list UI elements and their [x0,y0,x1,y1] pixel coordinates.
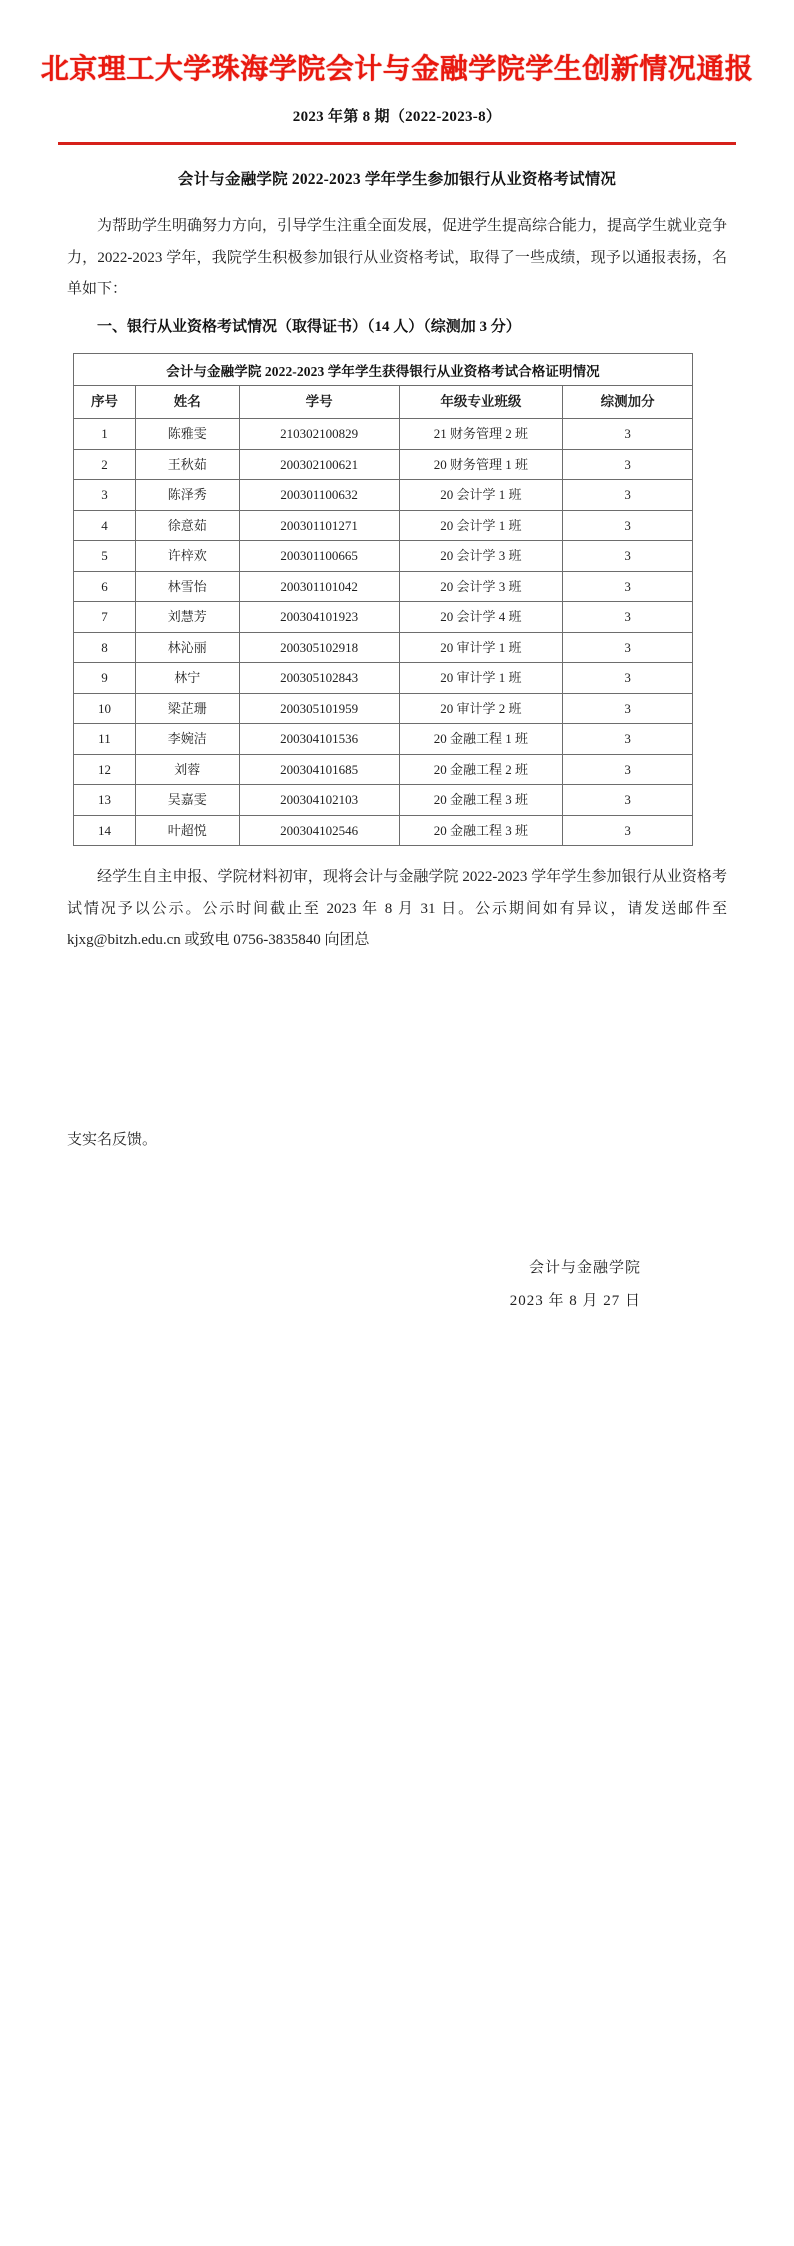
cell-student-id: 210302100829 [239,419,399,450]
cell-index: 12 [74,754,136,785]
cell-index: 1 [74,419,136,450]
section-heading: 会计与金融学院 2022-2023 学年学生参加银行从业资格考试情况 [177,171,617,188]
cell-points: 3 [563,785,693,816]
cell-name: 王秋茹 [135,449,239,480]
cell-points: 3 [563,754,693,785]
table-row [74,571,693,602]
cell-student-id: 200305102843 [239,663,399,694]
cell-name: 林沁丽 [135,632,239,663]
cell-student-id: 200304101536 [239,724,399,755]
cell-student-id: 200304102546 [239,815,399,846]
cell-class: 20 金融工程 3 班 [399,815,563,846]
cell-points: 3 [563,419,693,450]
column-header-index: 序号 [74,386,136,419]
cell-points: 3 [563,480,693,511]
cell-student-id: 200305101959 [239,693,399,724]
cell-name: 徐意茹 [135,510,239,541]
column-header-class: 年级专业班级 [399,386,563,419]
cell-index: 14 [74,815,136,846]
cell-name: 陈泽秀 [135,480,239,511]
cell-index: 13 [74,785,136,816]
column-header-sid: 学号 [239,386,399,419]
document-title: 北京理工大学珠海学院会计与金融学院学生创新情况通报 [40,54,754,85]
cell-points: 3 [563,541,693,572]
feedback-line: 支实名反馈。 [67,1131,158,1148]
table-row [74,541,693,572]
cell-class: 20 会计学 3 班 [399,541,563,572]
table-row [74,663,693,694]
signature-date: 2023 年 8 月 27 日 [509,1293,641,1310]
cell-class: 21 财务管理 2 班 [399,419,563,450]
cell-points: 3 [563,724,693,755]
cell-class: 20 审计学 1 班 [399,663,563,694]
cell-index: 6 [74,571,136,602]
table-header-row [74,386,693,419]
masthead [0,0,794,126]
issue-number: 2023 年第 8 期（2022-2023-8） [292,109,502,125]
column-header-name: 姓名 [135,386,239,419]
table-row [74,693,693,724]
blank-gap-large [67,957,727,1125]
cell-points: 3 [563,571,693,602]
cell-name: 李婉洁 [135,724,239,755]
table-row [74,510,693,541]
cell-points: 3 [563,602,693,633]
document-body [67,145,727,1318]
cell-name: 叶超悦 [135,815,239,846]
cell-index: 4 [74,510,136,541]
table-row [74,785,693,816]
cell-class: 20 会计学 1 班 [399,510,563,541]
cell-name: 刘慧芳 [135,602,239,633]
cell-student-id: 200302100621 [239,449,399,480]
cell-name: 吴嘉雯 [135,785,239,816]
table-row [74,815,693,846]
cell-name: 林宁 [135,663,239,694]
cell-points: 3 [563,632,693,663]
closing-section [67,846,727,1318]
cell-name: 陈雅雯 [135,419,239,450]
roster-table [73,353,693,846]
cell-name: 梁芷珊 [135,693,239,724]
cell-class: 20 会计学 4 班 [399,602,563,633]
cell-points: 3 [563,815,693,846]
table-row [74,724,693,755]
cell-index: 5 [74,541,136,572]
cell-points: 3 [563,663,693,694]
table-row [74,632,693,663]
cell-index: 10 [74,693,136,724]
column-header-points: 综测加分 [563,386,693,419]
table-row [74,754,693,785]
roster-table-body [74,419,693,846]
cell-index: 9 [74,663,136,694]
cell-class: 20 金融工程 2 班 [399,754,563,785]
cell-class: 20 财务管理 1 班 [399,449,563,480]
table-row [74,480,693,511]
cell-class: 20 会计学 3 班 [399,571,563,602]
cell-points: 3 [563,510,693,541]
cell-class: 20 金融工程 3 班 [399,785,563,816]
cell-index: 2 [74,449,136,480]
roster-table-wrapper [73,353,693,846]
cell-class: 20 会计学 1 班 [399,480,563,511]
cell-class: 20 金融工程 1 班 [399,724,563,755]
cell-name: 许梓欢 [135,541,239,572]
blank-gap-medium [67,1156,727,1252]
cell-student-id: 200301100632 [239,480,399,511]
cell-class: 20 审计学 1 班 [399,632,563,663]
cell-student-id: 200304101685 [239,754,399,785]
cell-points: 3 [563,693,693,724]
signature-block [67,1252,727,1318]
cell-index: 7 [74,602,136,633]
intro-paragraph: 为帮助学生明确努力方向，引导学生注重全面发展，促进学生提高综合能力，提高学生就业竞争力，2022-2023 学年，我院学生积极参加银行从业资格考试，取得了一些成绩，现予以通报表扬，名单如下： [67,218,728,297]
cell-name: 林雪怡 [135,571,239,602]
cell-index: 11 [74,724,136,755]
list-heading: 一、银行从业资格考试情况（取得证书）（14 人）（综测加 3 分） [97,318,521,335]
cell-student-id: 200304102103 [239,785,399,816]
closing-paragraph: 经学生自主申报、学院材料初审，现将会计与金融学院 2022-2023 学年学生参加银行从业资格考试情况予以公示。公示时间截止至 2023 年 8 月 31 日。公示期间如有异议，请发送邮件至 kjxg@bitzh.edu.cn 或致电 0756-3835840 向团总 [67,869,727,949]
cell-index: 3 [74,480,136,511]
roster-table-head [74,386,693,419]
cell-class: 20 审计学 2 班 [399,693,563,724]
table-row [74,419,693,450]
table-row [74,602,693,633]
cell-student-id: 200301101271 [239,510,399,541]
table-row [74,449,693,480]
cell-name: 刘蓉 [135,754,239,785]
cell-index: 8 [74,632,136,663]
cell-student-id: 200301101042 [239,571,399,602]
cell-student-id: 200301100665 [239,541,399,572]
signature-department: 会计与金融学院 [528,1260,641,1277]
cell-student-id: 200305102918 [239,632,399,663]
cell-points: 3 [563,449,693,480]
roster-table-caption: 会计与金融学院 2022-2023 学年学生获得银行从业资格考试合格证明情况 [73,353,693,385]
cell-student-id: 200304101923 [239,602,399,633]
